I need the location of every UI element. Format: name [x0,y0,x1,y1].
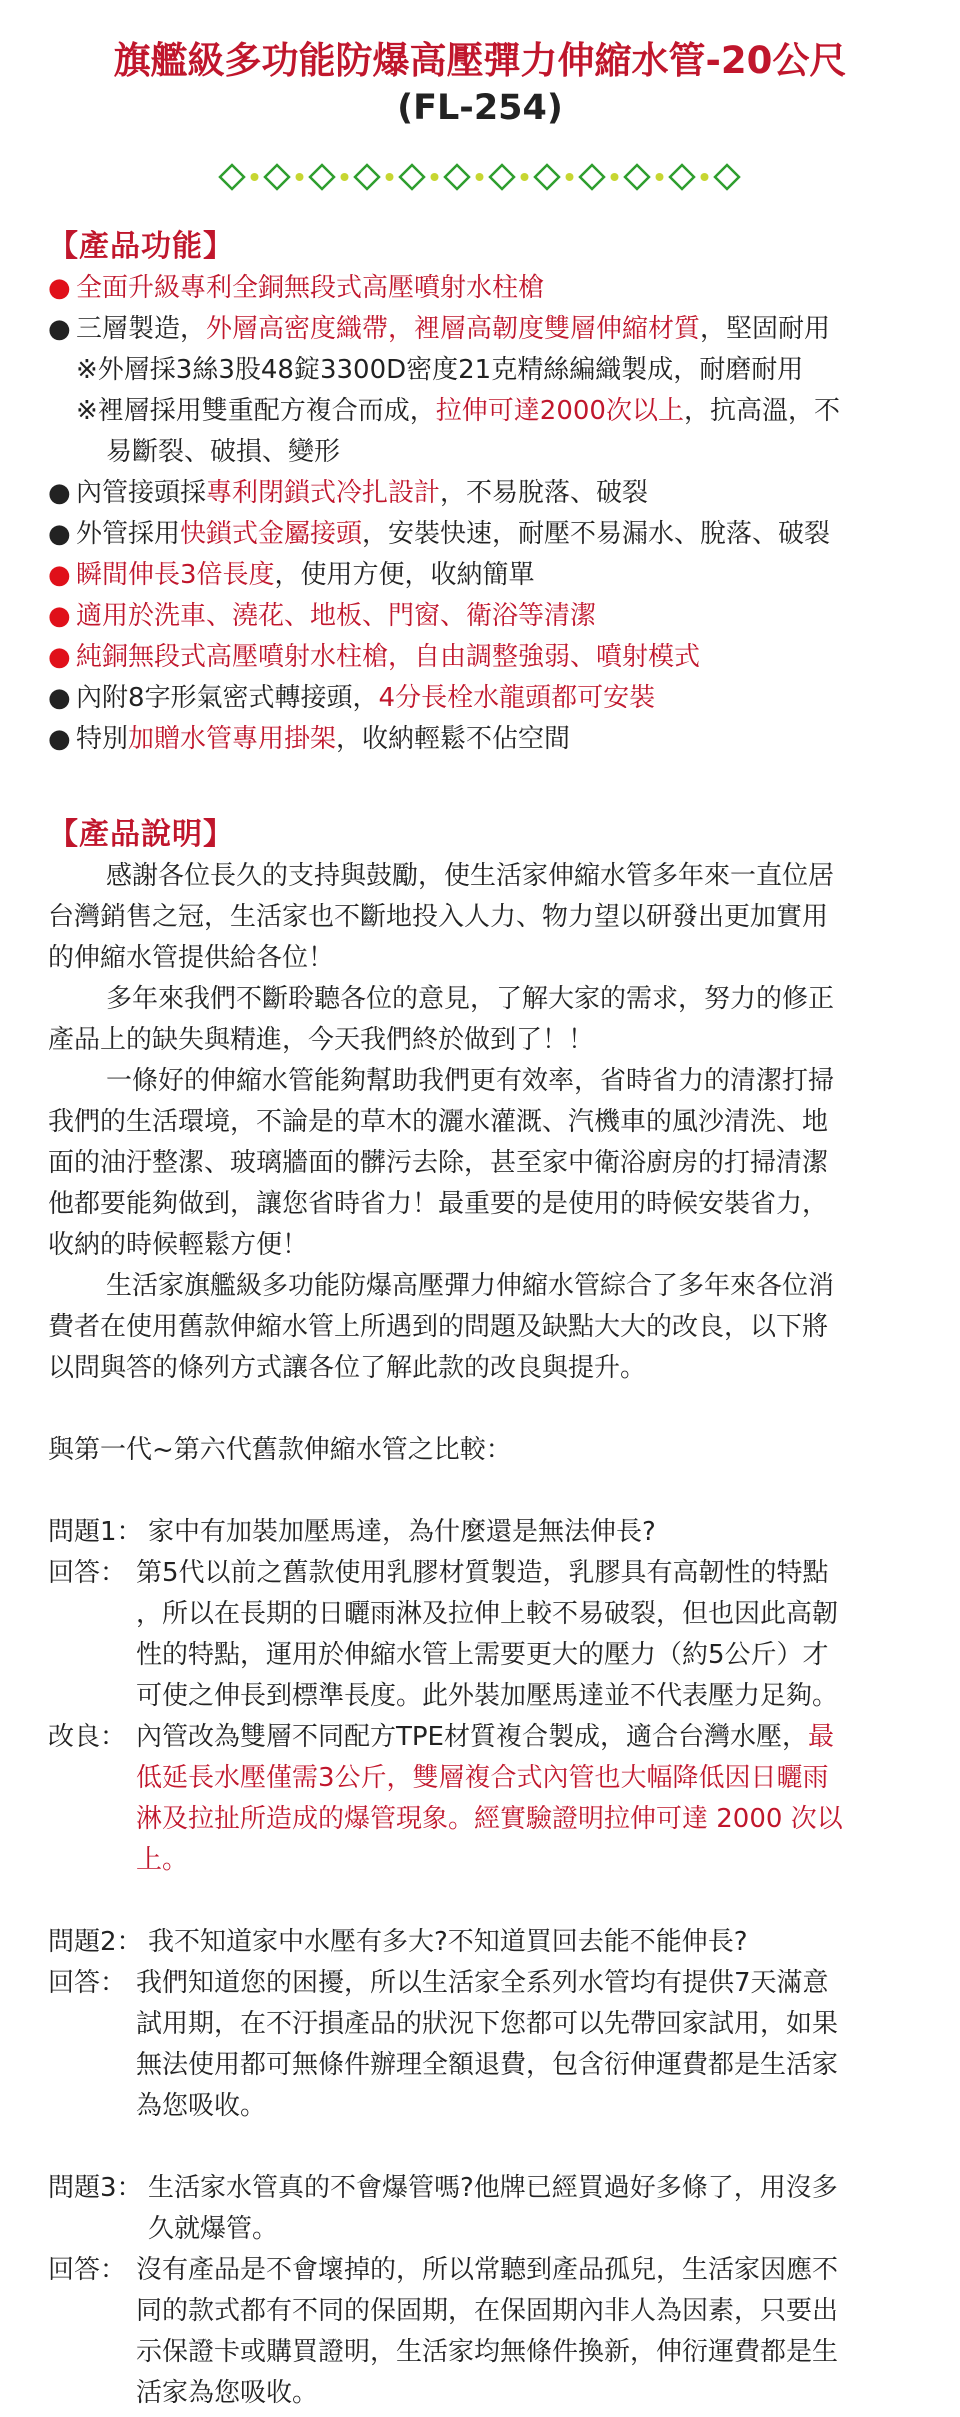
improvement-label: 改良： [48,1722,127,1752]
feature-text: 外管採用 [76,519,181,549]
note-text: ，抗高溫，不 [683,396,840,426]
answer-label: 回答： [48,2255,127,2285]
feature-line-6 [48,596,912,637]
diamond-icon [310,165,334,189]
question-line: 久就爆管。 [148,2214,279,2244]
paragraph-line: 生活家旗艦級多功能防爆高壓彈力伸縮水管綜合了多年來各位消 [106,1271,835,1301]
feature-line-8 [48,678,912,719]
black-bullet-icon: ● [48,478,71,508]
diamond-icon [490,165,514,189]
improvement-highlight: 最 [808,1722,835,1752]
diamond-icon [625,165,649,189]
black-bullet-icon: ● [48,683,71,713]
product-model-number: (FL-254) [397,88,563,128]
question-3 [48,2168,912,2250]
description-section [48,814,912,1512]
decorative-divider [48,160,912,194]
question-label: 問題1： [48,1517,143,1547]
black-bullet-icon: ● [48,519,71,549]
feature-text: 內附8字形氣密式轉接頭， [76,683,379,713]
spacer [48,1389,912,1430]
paragraph-line: 我們的生活環境，不論是的草木的灑水灌溉、汽機車的風沙清洗、地 [48,1107,829,1137]
answer-line: 為您吸收。 [136,2091,267,2121]
answer-1 [48,1553,912,1717]
spacer [48,2127,912,2168]
feature-line-5 [48,555,912,596]
feature-line-1 [48,268,912,309]
answer-text [136,1963,912,2127]
paragraph-line: 台灣銷售之冠，生活家也不斷地投入人力、物力望以研發出更加實用 [48,902,829,932]
red-bullet-icon: ● [48,642,71,672]
red-bullet-icon: ● [48,560,71,590]
comparison-intro: 與第一代~第六代舊款伸縮水管之比較： [48,1435,512,1465]
product-title: 旗艦級多功能防爆高壓彈力伸縮水管-20公尺 [113,39,847,82]
answer-line: 同的款式都有不同的保固期，在保固期內非人為因素，只要出 [136,2296,839,2326]
question-text: 家中有加裝加壓馬達，為什麼還是無法伸長? [148,1517,656,1547]
feature-text: 全面升級專利全銅無段式高壓噴射水柱槍 [76,273,545,303]
feature-highlight: 4分長栓水龍頭都可安裝 [378,683,656,713]
diamond-icon [220,165,244,189]
paragraph-line: 多年來我們不斷聆聽各位的意見，了解大家的需求，努力的修正 [106,984,835,1014]
diamond-chain-divider [210,160,750,194]
description-paragraph-4 [48,1266,912,1389]
dot-icon [656,173,664,181]
paragraph-line: 產品上的缺失與精進，今天我們終於做到了！！ [48,1025,595,1055]
diamond-icon [535,165,559,189]
dot-icon [521,173,529,181]
dot-icon [611,173,619,181]
description-paragraph-3 [48,1061,912,1266]
features-section [48,226,912,760]
answer-line: 可使之伸長到標準長度。此外裝加壓馬達並不代表壓力足夠。 [136,1681,839,1711]
answer-line: 我們知道您的困擾，所以生活家全系列水管均有提供7天滿意 [136,1968,829,1998]
feature-note-1: ※外層採3絲3股48錠3300D密度21克精絲編織製成，耐磨耐用 [76,355,804,385]
answer-line: 無法使用都可無條件辦理全額退費，包含衍伸運費都是生活家 [136,2050,839,2080]
feature-note-2-continued: 易斷裂、破損、變形 [106,437,341,467]
answer-label: 回答： [48,1558,127,1588]
question-label: 問題2： [48,1927,143,1957]
question-label: 問題3： [48,2173,143,2203]
answer-line: 試用期，在不汙損產品的狀況下您都可以先帶回家試用，如果 [136,2009,839,2039]
answer-3 [48,2250,912,2414]
answer-line: 第5代以前之舊款使用乳膠材質製造，乳膠具有高韌性的特點 [136,1558,829,1588]
dot-icon [566,173,574,181]
note-highlight: 拉伸可達2000次以上 [435,396,684,426]
answer-line: 示保證卡或購買證明，生活家均無條件換新，伸衍運費都是生 [136,2337,839,2367]
improvement-highlight-line: 淋及拉扯所造成的爆管現象。經實驗證明拉伸可達 2000 次以 [136,1804,843,1834]
feature-highlight: 專利閉鎖式冷扎設計 [206,478,441,508]
feature-highlight: 加贈水管專用掛架 [128,724,337,754]
answer-label: 回答： [48,1968,127,1998]
improvement-1 [48,1717,912,1881]
dot-icon [251,173,259,181]
spacer [48,1471,912,1512]
feature-text: ，安裝快速，耐壓不易漏水、脫落、破裂 [362,519,831,549]
paragraph-line: 面的油汙整潔、玻璃牆面的髒污去除，甚至家中衛浴廚房的打掃清潔 [48,1148,829,1178]
answer-line: 活家為您吸收。 [136,2378,319,2408]
dot-icon [431,173,439,181]
feature-text: 純銅無段式高壓噴射水柱槍，自由調整強弱、噴射模式 [76,642,701,672]
dot-icon [341,173,349,181]
diamond-icon [355,165,379,189]
paragraph-line: 感謝各位長久的支持與鼓勵，使生活家伸縮水管多年來一直位居 [106,861,835,891]
question-1 [48,1512,912,1553]
dot-icon [476,173,484,181]
answer-text [136,2250,912,2414]
feature-text: 三層製造， [76,314,207,344]
question-2 [48,1922,912,1963]
answer-line: ，所以在長期的日曬雨淋及拉伸上較不易破裂，但也因此高韌 [136,1599,839,1629]
diamond-icon [445,165,469,189]
feature-line-2 [48,309,912,350]
black-bullet-icon: ● [48,724,71,754]
answer-2 [48,1963,912,2127]
feature-text: 適用於洗車、澆花、地板、門窗、衛浴等清潔 [76,601,597,631]
red-bullet-icon: ● [48,273,71,303]
question-line: 生活家水管真的不會爆管嗎?他牌已經買過好多條了，用沒多 [148,2173,838,2203]
feature-line-7 [48,637,912,678]
diamond-icon [400,165,424,189]
paragraph-line: 的伸縮水管提供給各位！ [48,943,335,973]
paragraph-line: 費者在使用舊款伸縮水管上所遇到的問題及缺點大大的改良，以下將 [48,1312,829,1342]
diamond-icon [670,165,694,189]
feature-note-2 [48,391,912,432]
paragraph-line: 一條好的伸縮水管能夠幫助我們更有效率，省時省力的清潔打掃 [106,1066,835,1096]
feature-highlight: 外層高密度織帶，裡層高韌度雙層伸縮材質 [206,314,701,344]
feature-text: ，使用方便，收納簡單 [274,560,535,590]
description-section-title: 【產品說明】 [48,817,234,852]
diamond-icon [715,165,739,189]
feature-text: ，收納輕鬆不佔空間 [336,724,571,754]
dot-icon [296,173,304,181]
dot-icon [701,173,709,181]
description-paragraph-1 [48,856,912,979]
red-bullet-icon: ● [48,601,71,631]
paragraph-line: 以問與答的條列方式讓各位了解此款的改良與提升。 [48,1353,647,1383]
features-section-title: 【產品功能】 [48,229,234,264]
improvement-text [136,1717,912,1881]
feature-text: ，不易脫落、破裂 [440,478,649,508]
feature-text: 內管接頭採 [76,478,207,508]
diamond-icon [580,165,604,189]
black-bullet-icon: ● [48,314,71,344]
diamond-icon [265,165,289,189]
feature-text: ，堅固耐用 [700,314,831,344]
qa-section [48,1512,912,2414]
feature-highlight: 快鎖式金屬接頭 [180,519,363,549]
feature-line-3 [48,473,912,514]
feature-text: 特別 [76,724,129,754]
improvement-highlight-line: 低延長水壓僅需3公斤，雙層複合式內管也大幅降低因日曬雨 [136,1763,829,1793]
dot-icon [386,173,394,181]
note-text: ※裡層採用雙重配方複合而成， [76,396,436,426]
feature-highlight: 瞬間伸長3倍長度 [76,560,275,590]
improvement-plain: 內管改為雙層不同配方TPE材質複合製成，適合台灣水壓， [136,1722,808,1752]
paragraph-line: 收納的時候輕鬆方便！ [48,1230,309,1260]
paragraph-line: 他都要能夠做到，讓您省時省力！最重要的是使用的時候安裝省力， [48,1189,829,1219]
improvement-line [136,1717,912,1758]
feature-line-4 [48,514,912,555]
improvement-highlight-line: 上。 [136,1845,189,1875]
question-text: 我不知道家中水壓有多大?不知道買回去能不能伸長? [148,1927,748,1957]
description-paragraph-2 [48,979,912,1061]
question-text [148,2168,912,2250]
answer-line: 沒有產品是不會壞掉的，所以常聽到產品孤兒，生活家因應不 [136,2255,839,2285]
feature-line-9 [48,719,912,760]
spacer [48,1881,912,1922]
answer-text [136,1553,912,1717]
answer-line: 性的特點，運用於伸縮水管上需要更大的壓力（約5公斤）才 [136,1640,829,1670]
